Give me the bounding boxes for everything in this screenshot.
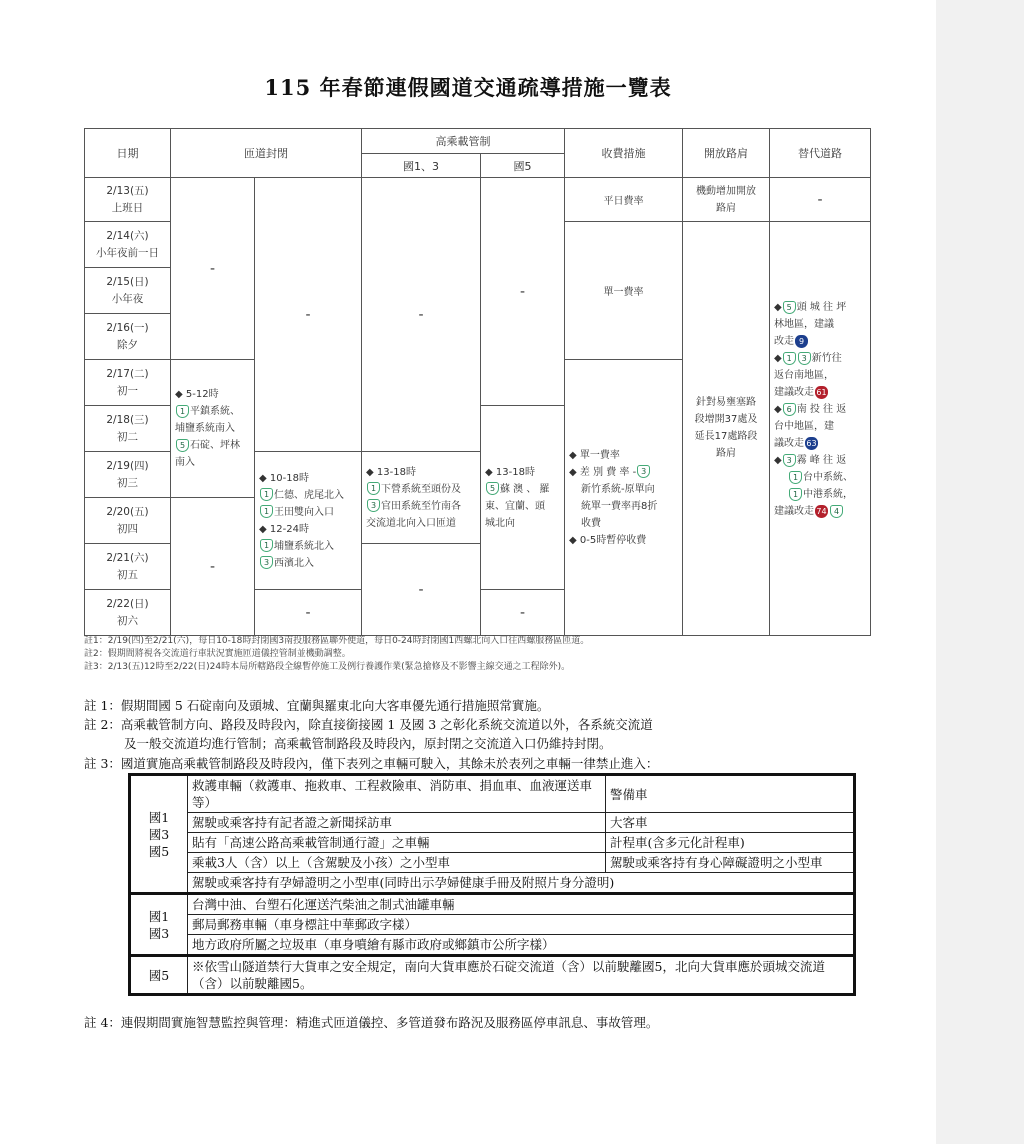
closure-b-empty: - — [255, 178, 362, 452]
route-74-icon: 74 — [816, 506, 827, 516]
note-3: 註 3：國道實施高乘載管制路段及時段內，僅下表列之車輛可駛入，其餘未於表列之車輛一律禁止進入： — [84, 756, 659, 771]
note-4: 註 4：連假期間實施智慧監控與管理：精進式匝道儀控、多管道發布路況及服務區停車訊息、事故管理。 — [84, 1015, 659, 1030]
table-footnote: 註2：假期間將視各交流道行車狀況實施匝道儀控管制並機動調整。 — [84, 649, 351, 659]
toll-single: 單一費率 — [565, 222, 683, 360]
header-shoulder: 開放路肩 — [683, 129, 770, 178]
route-1-icon: 1 — [367, 482, 380, 495]
date-cell: 2/13(五) 上班日 — [85, 178, 171, 222]
route-9-icon: 9 — [795, 335, 808, 348]
route-61-icon: 61 — [816, 387, 827, 397]
route-3-icon: 3 — [637, 465, 650, 478]
group-label-n1-n3-n5: 國1 國3 國5 — [130, 775, 188, 894]
vehicle-row: 駕駛或乘客持有孕婦證明之小型車(同時出示孕婦健康手冊及附照片身分證明) — [188, 873, 855, 894]
route-1-icon: 1 — [783, 352, 796, 365]
vehicle-row: 警備車 — [606, 775, 855, 813]
closure-a: ◆ 5-12時 1 平鎮系統、 埔鹽系統南入 5 石碇、坪林 南入 — [171, 360, 255, 498]
route-5-icon: 5 — [486, 482, 499, 495]
date-cell: 2/16(一) 除夕 — [85, 314, 171, 360]
vehicle-row: 駕駛或乘客持有記者證之新聞採訪車 — [188, 813, 606, 833]
vehicle-row: ※依雪山隧道禁行大貨車之安全規定，南向大貨車應於石碇交流道（含）以前駛離國5，北向大貨車應於頭城交流道（含）以前駛離國5。 — [188, 956, 855, 995]
vehicle-row: 大客車 — [606, 813, 855, 833]
alt-routes: ◆ 5 頭 城 往 坪 林地區，建議 改走 9 ◆ 1 3 新竹往 返台南地區， 建議改走 61 ◆ 6 南 投 往 返 台中地區，建 議改走 63 ◆ 3 霧 峰 往 返 1 台中系統、 1 中港系統， 建議改走 74 4 — [770, 222, 871, 636]
date-cell: 2/18(三) 初二 — [85, 406, 171, 452]
toll-weekday: 平日費率 — [565, 178, 683, 222]
header-date: 日期 — [85, 129, 171, 178]
note-1: 註 1：假期間國 5 石碇南向及頭城、宜蘭與羅東北向大客車優先通行措施照常實施。 — [84, 698, 550, 713]
route-1-icon: 1 — [789, 488, 802, 501]
header-hov-n1-n3: 國1、3 — [362, 154, 481, 178]
vehicle-row: 台灣中油、台塑石化運送汽柴油之制式油罐車輛 — [188, 894, 855, 915]
page-title: 115 年春節連假國道交通疏導措施一覽表 — [264, 75, 672, 100]
date-cell: 2/19(四) 初三 — [85, 452, 171, 498]
group-label-n1-n3: 國1 國3 — [130, 894, 188, 956]
route-3-icon: 3 — [367, 499, 380, 512]
date-cell: 2/17(二) 初一 — [85, 360, 171, 406]
table-footnote: 註3：2/13(五)12時至2/22(日)24時本局所轄路段全線暫停施工及例行養護作業(緊急搶修及不影響主線交通之工程除外)。 — [84, 662, 571, 672]
vehicle-row: 乘載3人（含）以上（含駕駛及小孩）之小型車 — [188, 853, 606, 873]
vehicle-row: 貼有「高速公路高乘載管制通行證」之車輛 — [188, 833, 606, 853]
route-1-icon: 1 — [176, 405, 189, 418]
hov5-control: ◆ 13-18時 5 蘇 澳 、 羅 東、宜蘭、頭 城北向 — [481, 406, 565, 590]
route-1-icon: 1 — [260, 505, 273, 518]
date-cell: 2/22(日) 初六 — [85, 590, 171, 636]
route-1-icon: 1 — [789, 471, 802, 484]
route-3-icon: 3 — [260, 556, 273, 569]
hov13-empty: - — [362, 544, 481, 636]
note-2: 註 2：高乘載管制方向、路段及時段內，除直接銜接國 1 及國 3 之彰化系統交流道以外，各系統交流道 — [84, 717, 653, 732]
vehicle-row: 計程車(含多元化計程車) — [606, 833, 855, 853]
date-cell: 2/15(日) 小年夜 — [85, 268, 171, 314]
measures-table — [84, 128, 871, 636]
closure-a-empty: - — [171, 498, 255, 636]
toll-holiday: ◆ 單一費率 ◆ 差 別 費 率 - 3 新竹系統-原單向 統單一費率再8折 收費 ◆ 0-5時暫停收費 — [565, 360, 683, 636]
route-63-icon: 63 — [806, 438, 817, 448]
hov5-empty: - — [481, 590, 565, 636]
route-1-icon: 1 — [260, 539, 273, 552]
vehicle-row: 救護車輛（救護車、拖救車、工程救險車、消防車、捐血車、血液運送車等） — [188, 775, 606, 813]
route-3-icon: 3 — [783, 454, 796, 467]
date-cell: 2/14(六) 小年夜前一日 — [85, 222, 171, 268]
hov5-empty: - — [481, 178, 565, 406]
route-5-icon: 5 — [783, 301, 796, 314]
header-hov: 高乘載管制 — [362, 129, 565, 154]
closure-b: ◆ 10-18時 1 仁德、虎尾北入 1 王田雙向入口 ◆ 12-24時 1 埔鹽系統北入 3 西濱北入 — [255, 452, 362, 590]
header-toll: 收費措施 — [565, 129, 683, 178]
date-cell: 2/21(六) 初五 — [85, 544, 171, 590]
route-1-icon: 1 — [260, 488, 273, 501]
shoulder-main: 針對易壅塞路 段增開37處及 延長17處路段 路肩 — [683, 222, 770, 636]
hov13-control: ◆ 13-18時 1 下營系統至頭份及 3 官田系統至竹南各 交流道北向入口匝道 — [362, 452, 481, 544]
vehicle-row: 郵局郵務車輛（車身標註中華郵政字樣） — [188, 915, 855, 935]
table-footnote: 註1：2/19(四)至2/21(六)，每日10-18時封閉國3南投服務區聯外便道，每日0-24時封閉國1西螺北向入口往西螺服務區匝道。 — [84, 636, 590, 646]
route-4-icon: 4 — [830, 505, 843, 518]
date-cell: 2/20(五) 初四 — [85, 498, 171, 544]
alt-top-empty: - — [770, 178, 871, 222]
route-6-icon: 6 — [783, 403, 796, 416]
header-closure: 匝道封閉 — [171, 129, 362, 178]
header-hov-n5: 國5 — [481, 154, 565, 178]
right-gutter — [936, 0, 1024, 1144]
closure-a-empty: - — [171, 178, 255, 360]
route-3-icon: 3 — [798, 352, 811, 365]
vehicle-table — [128, 773, 856, 996]
closure-b-empty: - — [255, 590, 362, 636]
vehicle-row: 地方政府所屬之垃圾車（車身噴繪有縣市政府或鄉鎮市公所字樣） — [188, 935, 855, 956]
group-label-n5: 國5 — [130, 956, 188, 995]
vehicle-row: 駕駛或乘客持有身心障礙證明之小型車 — [606, 853, 855, 873]
hov13-empty: - — [362, 178, 481, 452]
header-alt-route: 替代道路 — [770, 129, 871, 178]
note-2-cont: 及一般交流道均進行管制；高乘載管制路段及時段內，原封閉之交流道入口仍維持封閉。 — [124, 736, 612, 751]
shoulder-top: 機動增加開放 路肩 — [683, 178, 770, 222]
route-5-icon: 5 — [176, 439, 189, 452]
